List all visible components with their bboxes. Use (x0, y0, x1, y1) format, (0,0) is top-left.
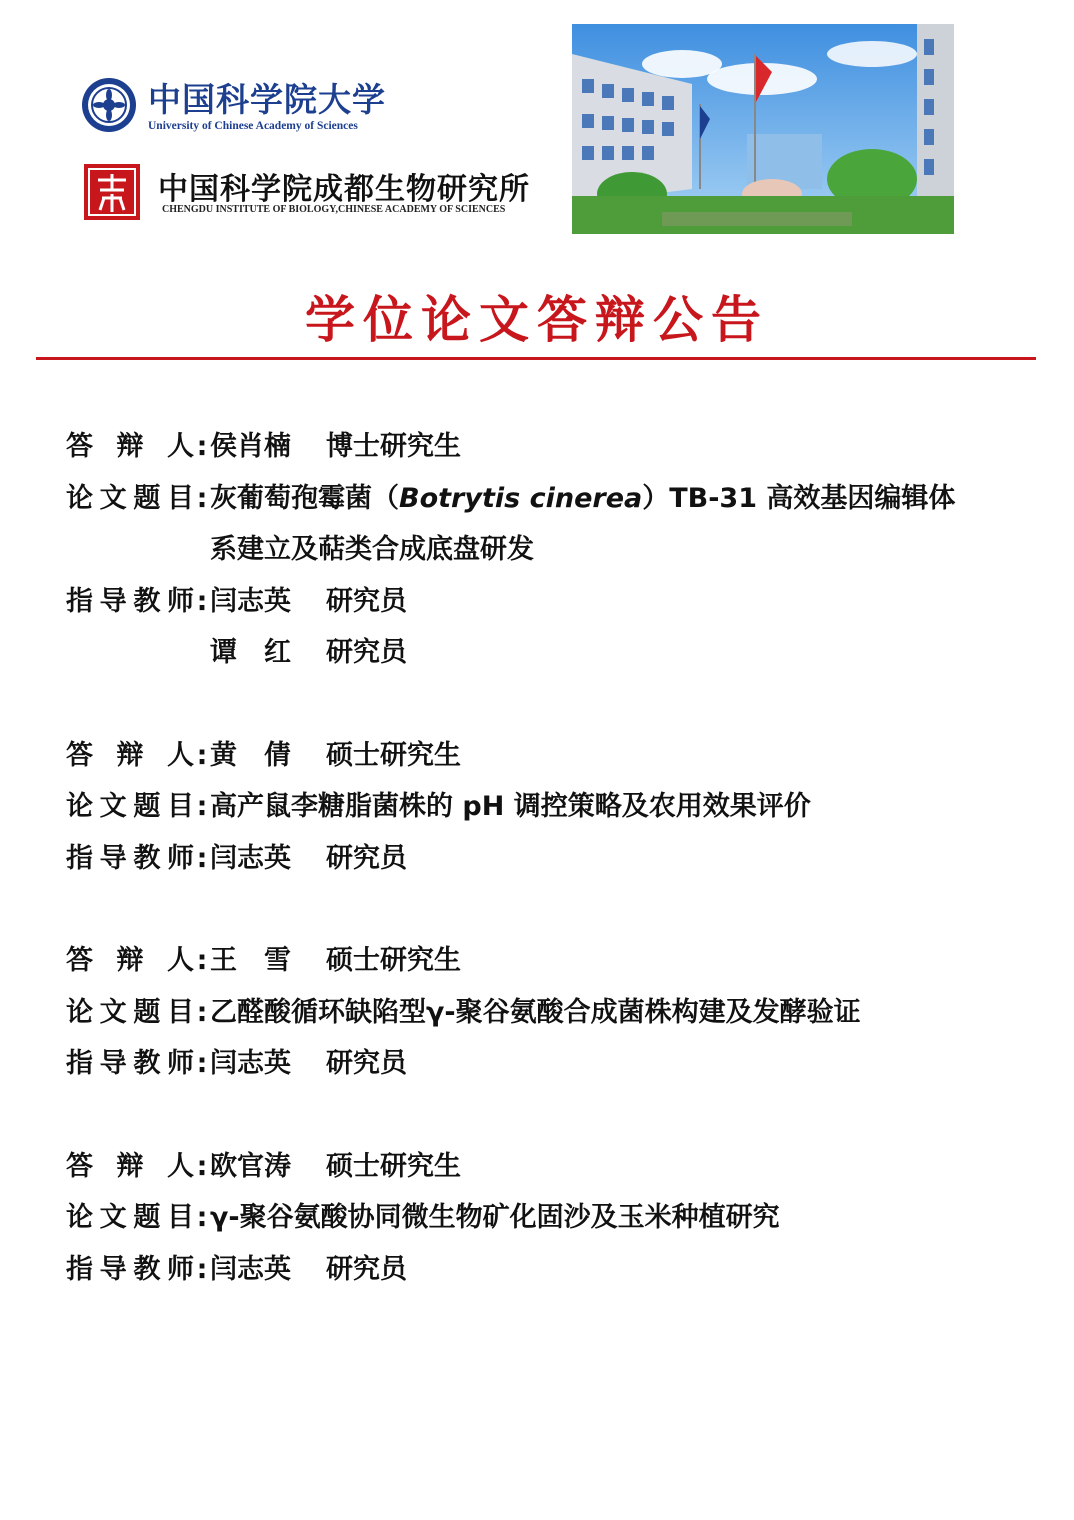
defender-label: 答 辩 人 (66, 739, 194, 771)
advisor-title: 研究员 (326, 1253, 407, 1285)
topic-label: 论 文 题 目 (66, 1202, 194, 1233)
label-colon: : (196, 996, 208, 1028)
advisor-name: 闫志英 (210, 585, 291, 617)
topic-label: 论 文 题 目 (66, 996, 194, 1028)
cib-logo (84, 162, 544, 222)
defender-row (66, 425, 1026, 477)
thesis-topic: 高产鼠李糖脂菌株的 pH 调控策略及农用效果评价 (210, 791, 811, 822)
label-colon: : (196, 585, 208, 617)
label-colon: : (196, 791, 208, 822)
advisor-title: 研究员 (326, 637, 407, 668)
advisor-title: 研究员 (326, 585, 407, 617)
degree: 博士研究生 (326, 431, 461, 462)
defense-entry (66, 425, 1026, 683)
label-colon: : (196, 739, 208, 771)
advisor-label: 指 导 教 师 (66, 842, 194, 874)
defense-list (66, 425, 1026, 1350)
defender-name: 王 雪 (210, 945, 291, 976)
topic-row-continued (66, 528, 1026, 580)
topic-label: 论 文 题 目 (66, 791, 194, 822)
defender-row (66, 1145, 1026, 1197)
title-divider (36, 357, 1036, 360)
label-colon: : (196, 1202, 208, 1233)
topic-row (66, 1196, 1026, 1248)
label-colon: : (196, 431, 208, 462)
label-colon: : (196, 842, 208, 874)
thesis-topic: 乙醛酸循环缺陷型γ-聚谷氨酸合成菌株构建及发酵验证 (210, 996, 861, 1028)
advisor-name: 闫志英 (210, 1048, 291, 1079)
advisor-title: 研究员 (326, 842, 407, 874)
defender-name: 欧官涛 (210, 1150, 291, 1182)
advisor-row (66, 1042, 1026, 1094)
thesis-topic: γ-聚谷氨酸协同微生物矿化固沙及玉米种植研究 (210, 1202, 780, 1233)
advisor-row-continued (66, 631, 1026, 683)
defender-name: 黄 倩 (210, 739, 291, 771)
degree: 硕士研究生 (326, 945, 461, 976)
advisor-row (66, 580, 1026, 632)
defender-label: 答 辩 人 (66, 1150, 194, 1182)
label-colon: : (196, 1150, 208, 1182)
advisor-row (66, 837, 1026, 889)
defender-name: 侯肖楠 (210, 431, 291, 462)
defender-row (66, 734, 1026, 786)
thesis-topic-line2: 系建立及萜类合成底盘研发 (210, 534, 534, 565)
defense-entry (66, 939, 1026, 1094)
cib-name-en: CHENGDU INSTITUTE OF BIOLOGY,CHINESE ACADEMY OF SCIENCES (162, 204, 506, 215)
advisor-name: 闫志英 (210, 1253, 291, 1285)
advisor-name: 闫志英 (210, 842, 291, 874)
defense-entry (66, 1145, 1026, 1300)
advisor-name: 谭 红 (210, 637, 291, 668)
topic-row (66, 785, 1026, 837)
species-name: Botrytis cinerea (399, 482, 643, 514)
ucas-emblem-icon (80, 76, 138, 134)
degree: 硕士研究生 (326, 1150, 461, 1182)
defense-entry (66, 734, 1026, 889)
cib-seal-icon (84, 164, 140, 220)
advisor-title: 研究员 (326, 1048, 407, 1079)
campus-photo (572, 24, 954, 234)
ucas-name-cn: 中国科学院大学 (148, 80, 386, 119)
advisor-label: 指 导 教 师 (66, 1253, 194, 1285)
ucas-logo (80, 72, 410, 136)
defender-row (66, 939, 1026, 991)
label-colon: : (196, 482, 208, 514)
topic-row (66, 477, 1026, 529)
topic-row (66, 991, 1026, 1043)
label-colon: : (196, 1253, 208, 1285)
topic-label: 论 文 题 目 (66, 482, 194, 514)
degree: 硕士研究生 (326, 739, 461, 771)
label-colon: : (196, 945, 208, 976)
page-title: 学位论文答辩公告 (305, 290, 769, 349)
defender-label: 答 辩 人 (66, 945, 194, 976)
label-colon: : (196, 1048, 208, 1079)
cib-name-cn: 中国科学院成都生物研究所 (158, 172, 530, 207)
advisor-row (66, 1248, 1026, 1300)
advisor-label: 指 导 教 师 (66, 585, 194, 617)
advisor-label: 指 导 教 师 (66, 1048, 194, 1079)
defender-label: 答 辩 人 (66, 431, 194, 462)
thesis-topic: 灰葡萄孢霉菌（Botrytis cinerea）TB-31 高效基因编辑体 (210, 482, 956, 514)
ucas-name-en: University of Chinese Academy of Sciences (148, 120, 358, 132)
